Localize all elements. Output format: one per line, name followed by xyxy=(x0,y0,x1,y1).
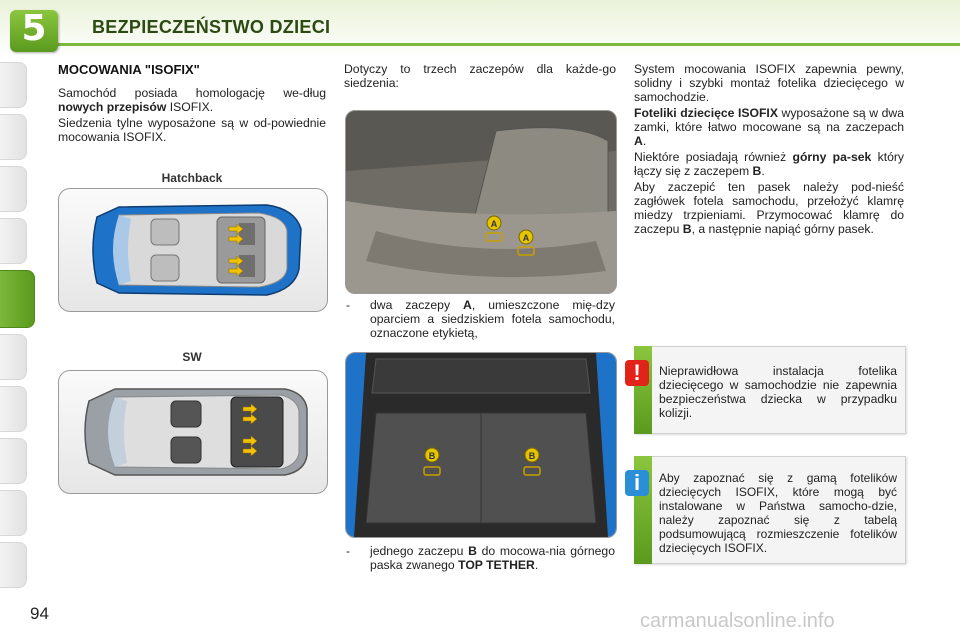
anchor-b-text: jednego zaczepu B do mocowa-nia górnego paska zwanego TOP TETHER. xyxy=(370,544,615,572)
item2-dash: - xyxy=(346,544,351,558)
anchors-a-text: dwa zaczepy A, umieszczone mię-dzy oparciem a siedziskiem fotela samochodu, oznaczone etykietą, xyxy=(370,298,616,340)
section-heading: MOCOWANIA "ISOFIX" xyxy=(58,62,200,77)
trunk-photo xyxy=(345,352,617,538)
chapter-tab-2[interactable] xyxy=(0,114,27,160)
warning-text: Nieprawidłowa instalacja fotelika dziecięcego w samochodzie nie zapewnia bezpieczeństwa dziecka w przypadku kolizji. xyxy=(659,364,897,420)
chapter-tab-5-active[interactable] xyxy=(0,270,35,328)
top-strap-paragraph: Niektóre posiadają również górny pa-sek który łączy się z zaczepem B. xyxy=(634,150,905,178)
chapter-number: 5 xyxy=(21,8,47,49)
chapter-tab-7[interactable] xyxy=(0,386,27,432)
intro-paragraph: Samochód posiada homologację we-dług nowych przepisów ISOFIX. xyxy=(58,86,326,114)
sw-car-top-view xyxy=(85,389,307,475)
caption-sw: SW xyxy=(182,350,202,364)
page-title[interactable]: BEZPIECZEŃSTWO DZIECI xyxy=(92,17,331,37)
anchor-b-label-2: B xyxy=(528,451,536,461)
header-rule xyxy=(58,43,960,46)
watermark: carmanualsonline.info xyxy=(640,610,835,632)
page-number: 94 xyxy=(30,604,49,623)
chapter-tab-4[interactable] xyxy=(0,218,27,264)
isofix-system-paragraph: System mocowania ISOFIX zapewnia pewny, solidny i szybki montaż fotelika dziecięcego w samochodzie. xyxy=(634,62,904,104)
hatchback-car-top-view xyxy=(93,205,301,295)
info-text: Aby zapoznać się z gamą fotelików dziecięcych ISOFIX, które mogą być instalowane w Państwa samocho-dzie, należy zapoznać się z tabelą podsumowującą rozmieszczenie fotelików dziecięcych ISOFIX. xyxy=(659,471,897,555)
caption-hatchback: Hatchback xyxy=(161,171,223,185)
rear-seat-photo xyxy=(345,110,617,294)
sw-diagram xyxy=(58,370,328,494)
anchor-a-label-1: A xyxy=(490,219,498,229)
hatchback-diagram xyxy=(58,188,328,312)
chapter-tab-10[interactable] xyxy=(0,542,27,588)
info-icon: i xyxy=(625,470,649,496)
anchors-intro: Dotyczy to trzech zaczepów dla każde-go siedzenia: xyxy=(344,62,616,90)
isofix-seats-paragraph: Foteliki dziecięce ISOFIX wyposażone są w dwa zamki, które łatwo mocowane są na zaczepach A. xyxy=(634,106,904,148)
item1-dash: - xyxy=(346,298,351,312)
seats-paragraph: Siedzenia tylne wyposażone są w od-powiednie mocowania ISOFIX. xyxy=(58,116,326,144)
anchor-b-label-1: B xyxy=(428,451,436,461)
attach-strap-paragraph: Aby zaczepić ten pasek należy pod-nieść zagłówek fotela samochodu, przełożyć klamrę miedzy trzpieniami. Przymocować klamrę do zaczepu B, a następnie napiąć górny pasek. xyxy=(634,180,904,236)
chapter-tab-3[interactable] xyxy=(0,166,27,212)
chapter-tab-8[interactable] xyxy=(0,438,27,484)
anchor-a-label-2: A xyxy=(522,233,530,243)
chapter-tab-9[interactable] xyxy=(0,490,27,536)
warning-icon: ! xyxy=(625,360,649,386)
chapter-tab-6[interactable] xyxy=(0,334,27,380)
chapter-tab-1[interactable] xyxy=(0,62,27,108)
